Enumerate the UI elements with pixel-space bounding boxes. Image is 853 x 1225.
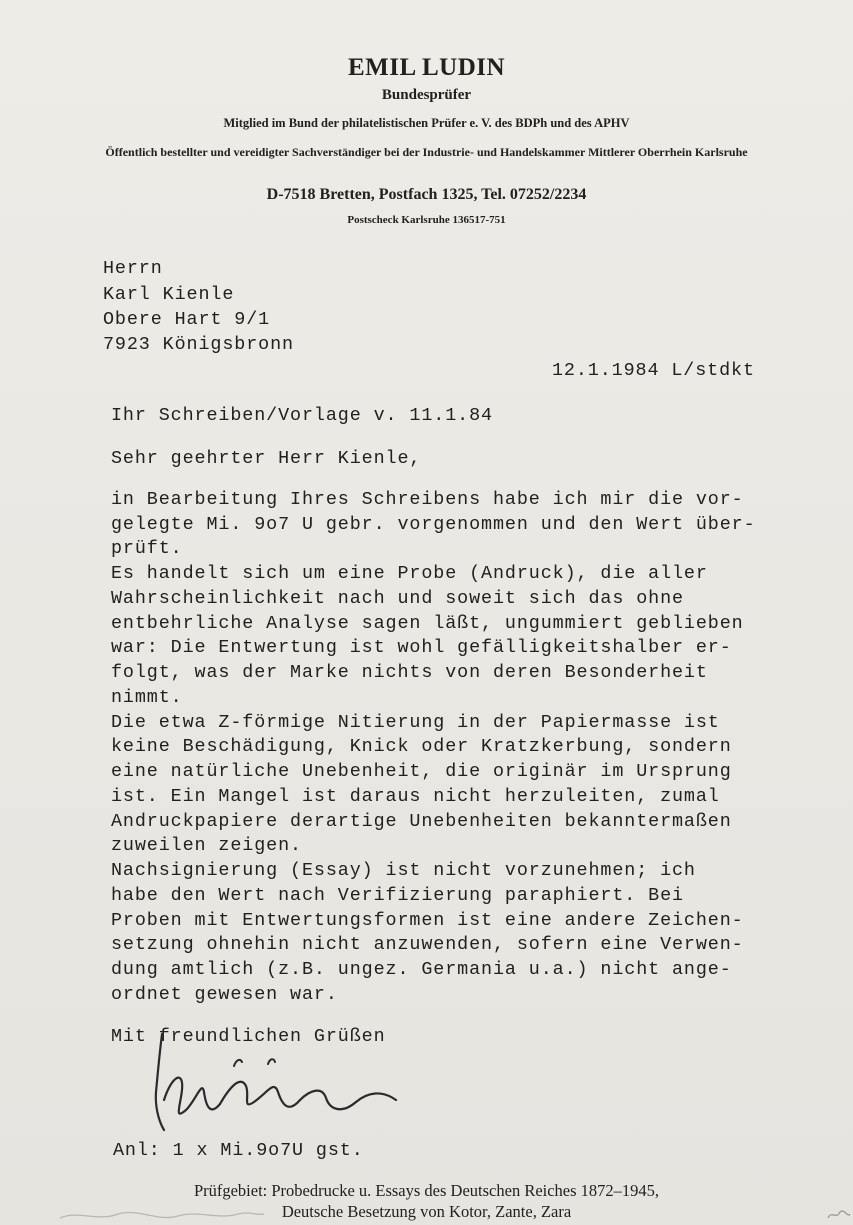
reference-line: Ihr Schreiben/Vorlage v. 11.1.84 [111,405,493,426]
body-line: prüft. [111,538,183,559]
body-line: Die etwa Z-förmige Nitierung in der Papiermasse ist [111,712,720,733]
recipient-salutation: Herrn [103,258,163,279]
body-line: in Bearbeitung Ihres Schreibens habe ich mir die vor- [111,489,744,510]
body-line: Es handelt sich um eine Probe (Andruck), die aller [111,563,708,584]
body-line: ist. Ein Mangel ist daraus nicht herzuleiten, zumal [111,786,720,807]
body-line: ordnet gewesen war. [111,984,338,1005]
footer-line-2: Deutsche Besetzung von Kotor, Zante, Zara [281,1202,572,1221]
greeting: Sehr geehrter Herr Kienle, [111,448,422,469]
body-line: setzung ohnehin nicht anzuwenden, sofern eine Verwen- [111,934,744,955]
body-line: zuweilen zeigen. [111,835,302,856]
recipient-city: 7923 Königsbronn [103,334,294,355]
body-line: folgt, was der Marke nichts von deren Besonderheit [111,662,708,683]
enclosure-line: Anl: 1 x Mi.9o7U gst. [113,1140,364,1161]
body-line: dung amtlich (z.B. ungez. Germania u.a.) nicht ange- [111,959,732,980]
letterhead-name: EMIL LUDIN [347,54,506,81]
letterhead-address: D-7518 Bretten, Postfach 1325, Tel. 07252/2234 [266,186,587,203]
pencil-scribble [58,1204,268,1224]
recipient-name: Karl Kienle [103,284,235,305]
closing: Mit freundlichen Grüßen [111,1026,386,1047]
letterhead-appointment: Öffentlich bestellter und vereidigter Sachverständiger bei der Industrie- und Handelskammer Mittlerer Oberrhein Karlsruhe [105,145,748,159]
body-line: Wahrscheinlichkeit nach und soweit sich das ohne [111,588,684,609]
body-line: gelegte Mi. 9o7 U gebr. vorgenommen und den Wert über- [111,514,756,535]
pencil-mark [826,1204,852,1224]
body-line: keine Beschädigung, Knick oder Kratzkerbung, sondern [111,736,732,757]
body-line: habe den Wert nach Verifizierung paraphiert. Bei [111,885,684,906]
body-line: Proben mit Entwertungsformen ist eine andere Zeichen- [111,910,744,931]
footer-line-1: Prüfgebiet: Probedrucke u. Essays des Deutschen Reiches 1872–1945, [193,1181,660,1200]
body-line: entbehrliche Analyse sagen läßt, ungummiert geblieben [111,613,744,634]
recipient-street: Obere Hart 9/1 [103,309,271,330]
body-line: war: Die Entwertung ist wohl gefälligkeitshalber er- [111,637,732,658]
body-line: eine natürliche Unebenheit, die originär im Ursprung [111,761,732,782]
letterhead-membership: Mitglied im Bund der philatelistischen Prüfer e. V. des BDPh und des APHV [223,116,630,130]
letterhead-title: Bundesprüfer [381,87,472,103]
body-line: nimmt. [111,687,183,708]
body-line: Nachsignierung (Essay) ist nicht vorzunehmen; ich [111,860,696,881]
letterhead-postscheck: Postscheck Karlsruhe 136517-751 [347,214,506,226]
body-line: Andruckpapiere derartige Unebenheiten bekanntermaßen [111,811,732,832]
letter-date: 12.1.1984 L/stdkt [552,360,755,381]
handwritten-signature [150,1030,410,1150]
